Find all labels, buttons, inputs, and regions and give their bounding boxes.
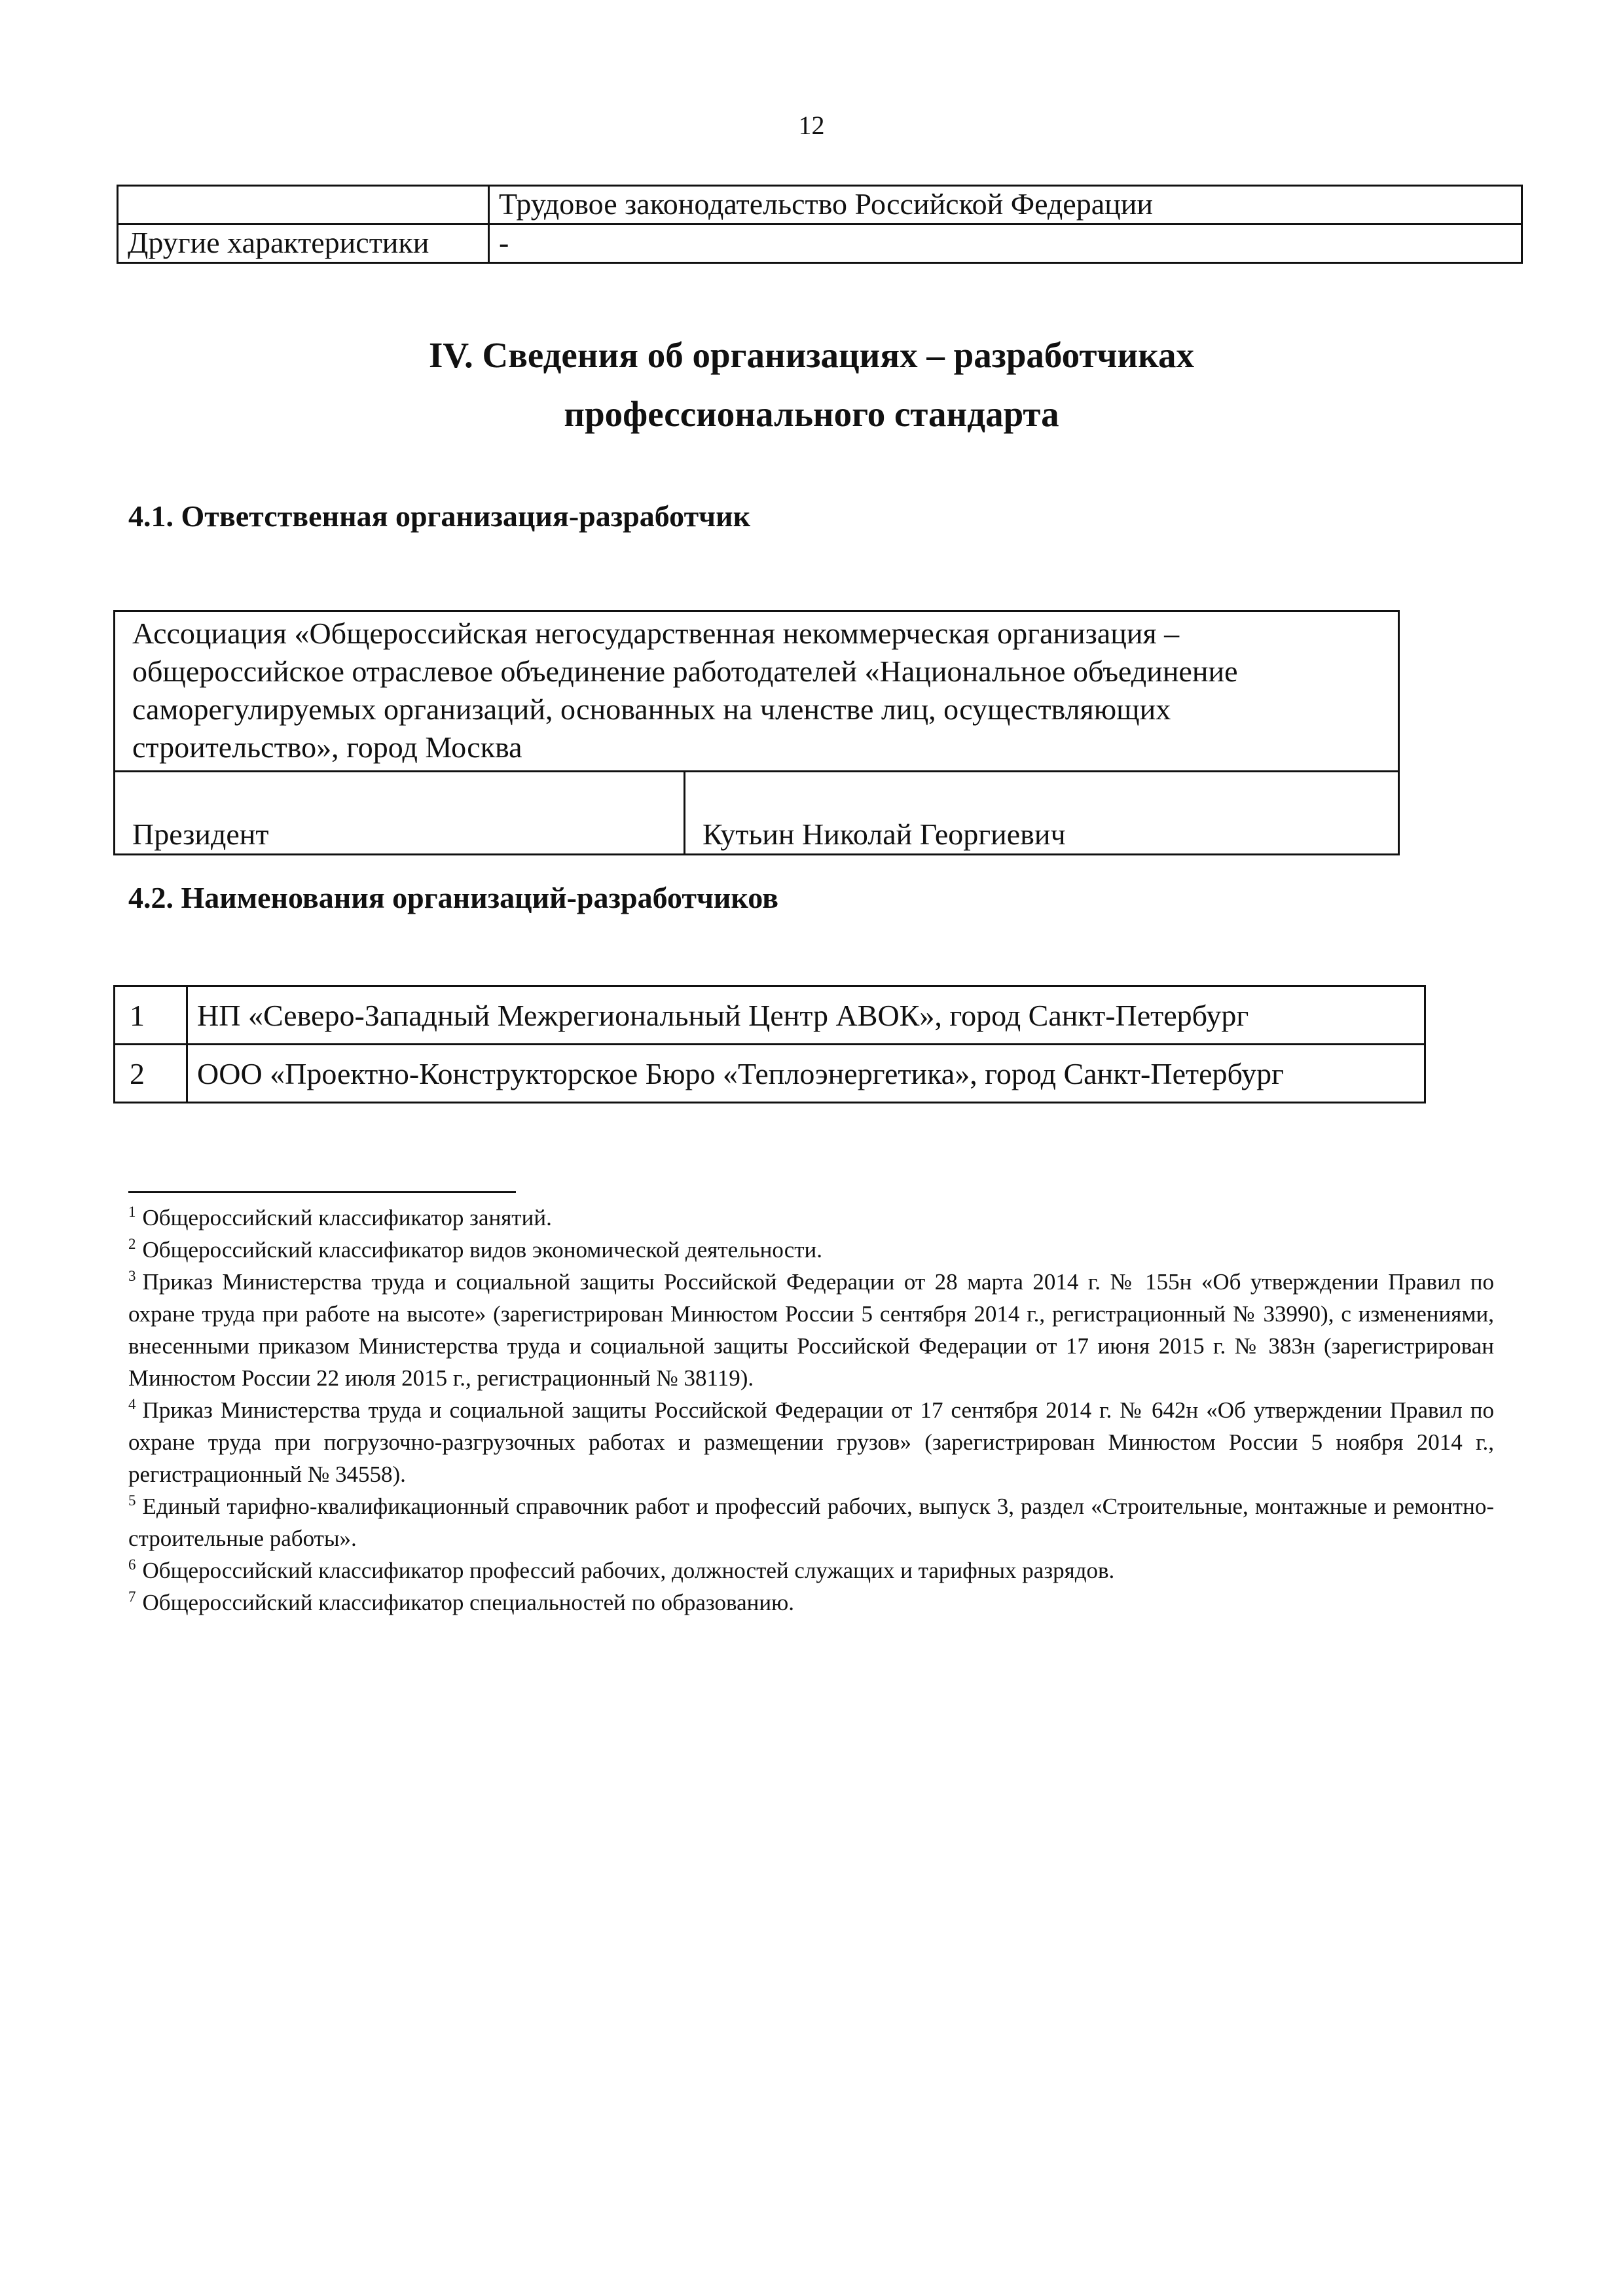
footnote xyxy=(128,1234,1494,1266)
organization-name: Ассоциация «Общероссийская негосударственная некоммерческая организация – общероссийское отраслевое объединение работодателей «Национальное объединение саморегулируемых организаций, основанных на членстве лиц, осуществляющих строительство», город Москва xyxy=(115,611,1399,772)
developers-heading: 4.2. Наименования организаций-разработчиков xyxy=(128,881,778,914)
footnote-text: Общероссийский классификатор профессий рабочих, должностей служащих и тарифных разрядов. xyxy=(142,1558,1115,1583)
developer-name: НП «Северо-Западный Межрегиональный Центр АВОК», город Санкт-Петербург xyxy=(187,986,1425,1045)
section-title xyxy=(0,326,1623,444)
footnote-mark: 1 xyxy=(128,1204,136,1221)
section-title-line-1: IV. Сведения об организациях – разработчиках xyxy=(428,335,1195,375)
footnote-mark: 5 xyxy=(128,1492,136,1509)
footnote xyxy=(128,1490,1494,1554)
table-row xyxy=(115,986,1425,1045)
footnote xyxy=(128,1554,1494,1587)
footnote xyxy=(128,1394,1494,1490)
footnote-text: Приказ Министерства труда и социальной защиты Российской Федерации от 17 сентября 2014 г. № 642н «Об утверждении Правил по охране труда при погрузочно-разгрузочных работах и размещении грузов» (зарегистрирован Минюстом России 5 ноября 2014 г., регистрационный № 34558). xyxy=(128,1397,1494,1487)
person-cell: Кутьин Николай Георгиевич xyxy=(685,772,1399,855)
footnote-text: Приказ Министерства труда и социальной защиты Российской Федерации от 28 марта 2014 г. № 155н «Об утверждении Правил по охране труда при работе на высоте» (зарегистрирован Минюстом России 5 сентября 2014 г., регистрационный № 33990), с изменениями, внесенными приказом Министерства труда и социальной защиты Российской Федерации от 17 июня 2015 г. № 383н (зарегистрирован Минюстом России 22 июля 2015 г., регистрационный № 38119). xyxy=(128,1269,1494,1391)
row-number: 2 xyxy=(115,1045,187,1103)
footnote xyxy=(128,1266,1494,1394)
footnotes xyxy=(128,1202,1494,1619)
section-title-line-2: профессионального стандарта xyxy=(564,394,1059,434)
row-number: 1 xyxy=(115,986,187,1045)
developers-table xyxy=(113,985,1426,1103)
position-cell: Президент xyxy=(115,772,685,855)
table-row xyxy=(115,772,1399,855)
table-cell-label: Другие характеристики xyxy=(118,224,489,263)
footnote-text: Общероссийский классификатор видов экономической деятельности. xyxy=(142,1237,823,1263)
footnote-mark: 3 xyxy=(128,1268,136,1285)
footnote-mark: 4 xyxy=(128,1396,136,1413)
footnote-text: Единый тарифно-квалификационный справочник работ и профессий рабочих, выпуск 3, раздел «Строительные, монтажные и ремонтно-строительные работы». xyxy=(128,1494,1494,1551)
table-cell-label xyxy=(118,186,489,224)
table-row xyxy=(115,611,1399,772)
responsible-org-heading: 4.1. Ответственная организация-разработчик xyxy=(128,499,751,533)
footnote-mark: 2 xyxy=(128,1236,136,1253)
table-row xyxy=(118,186,1522,224)
responsible-org-table xyxy=(113,610,1400,855)
page-number: 12 xyxy=(798,111,825,140)
table-row xyxy=(115,1045,1425,1103)
footnote xyxy=(128,1587,1494,1619)
footnote-text: Общероссийский классификатор занятий. xyxy=(142,1205,552,1230)
qualification-table xyxy=(117,185,1523,264)
footnote-mark: 6 xyxy=(128,1556,136,1573)
footnote-mark: 7 xyxy=(128,1588,136,1605)
developer-name: ООО «Проектно-Конструкторское Бюро «Теплоэнергетика», город Санкт-Петербург xyxy=(187,1045,1425,1103)
table-cell-value: - xyxy=(489,224,1522,263)
table-cell-value: Трудовое законодательство Российской Федерации xyxy=(489,186,1522,224)
table-row xyxy=(118,224,1522,263)
footnote xyxy=(128,1202,1494,1234)
footnote-text: Общероссийский классификатор специальностей по образованию. xyxy=(142,1590,795,1615)
footnote-separator xyxy=(128,1191,516,1193)
